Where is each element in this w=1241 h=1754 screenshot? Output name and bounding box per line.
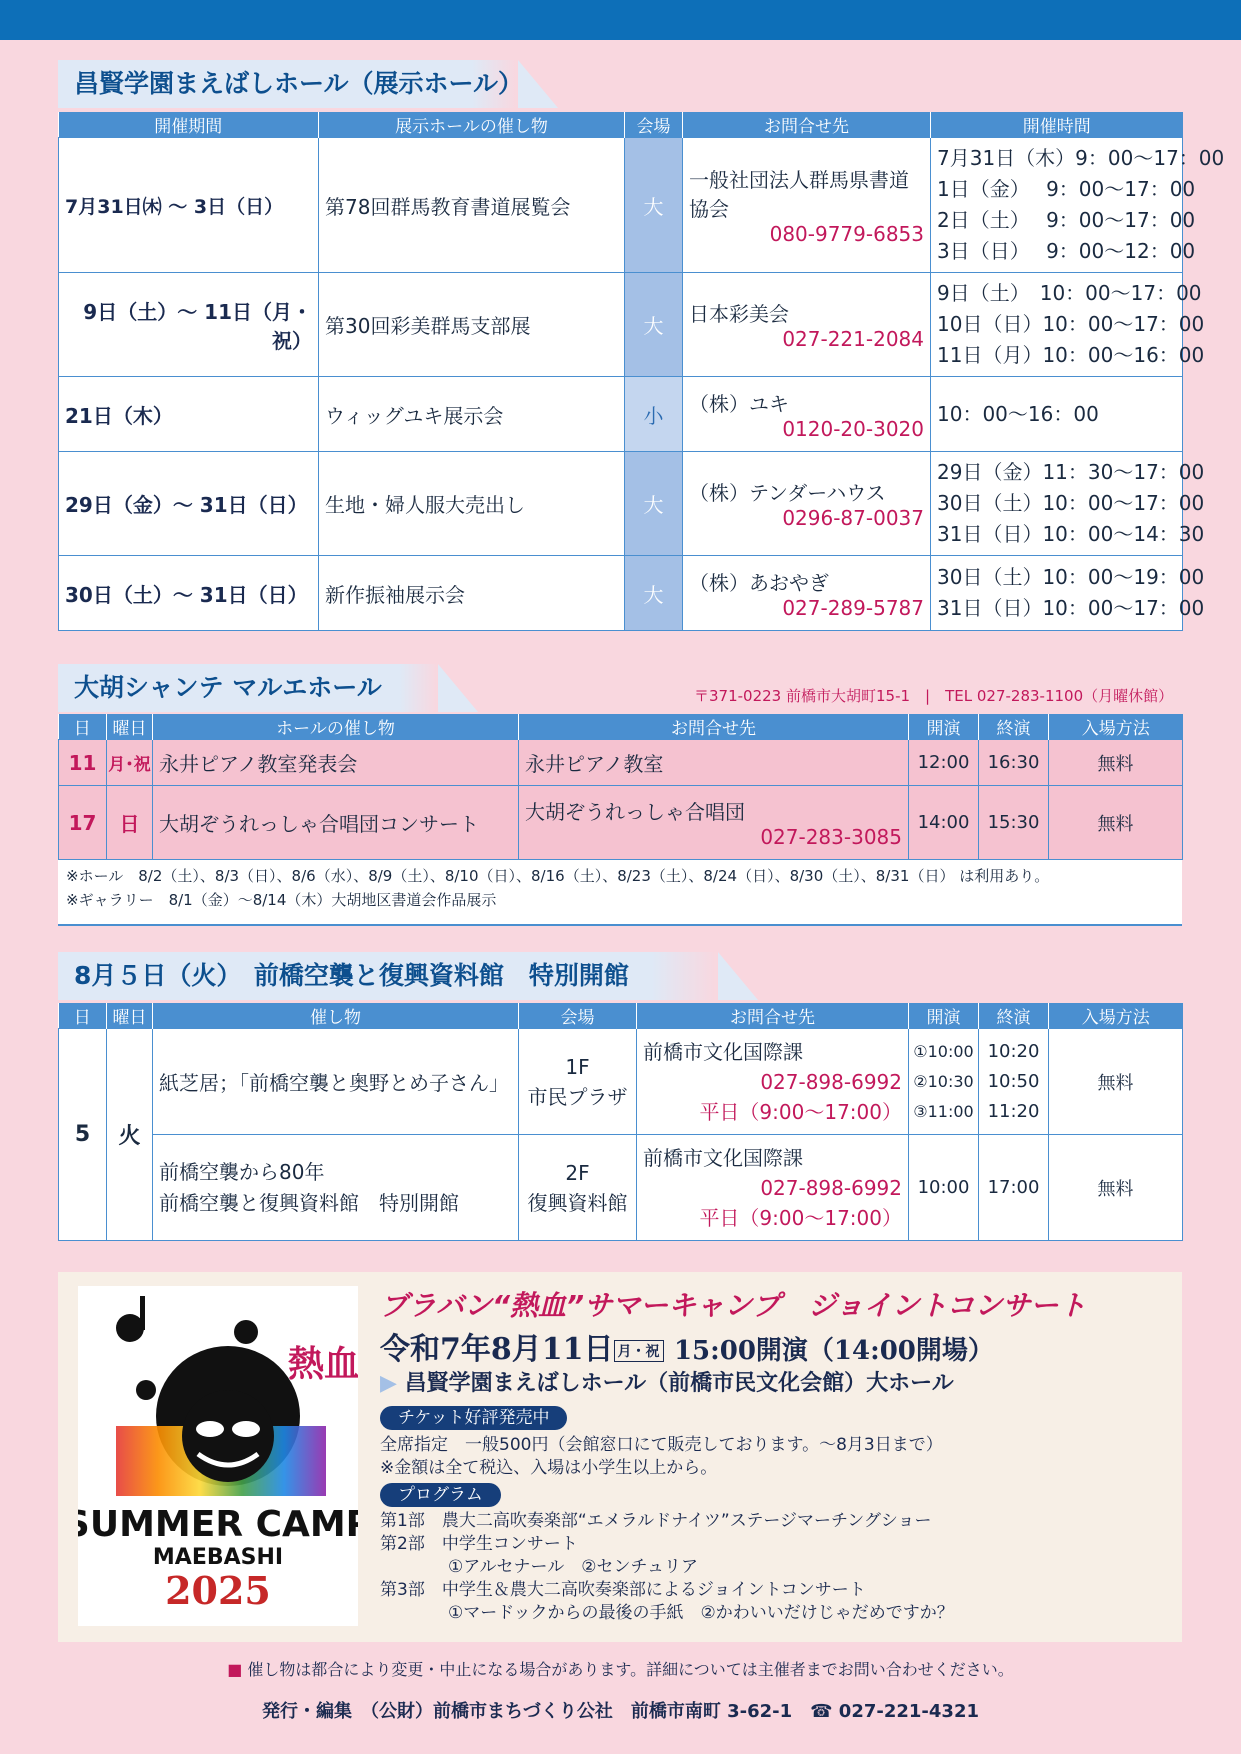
event-name: 生地・婦人服大売出し	[319, 452, 625, 556]
times: 29日（金）11：30〜17：00 30日（土）10：00〜17：00 31日（日）10：00〜14：30	[931, 452, 1183, 556]
address: 〒371-0223 前橋市大胡町15-1 | TEL 027-283-1100（月曜休館）	[694, 687, 1174, 705]
section3-title: 8月５日（火） 前橋空襲と復興資料館 特別開館	[58, 952, 718, 1000]
col-header: 終演	[979, 1003, 1049, 1029]
col-header: 曜日	[107, 714, 153, 740]
exhibition-table	[58, 112, 1225, 631]
footer-notice: ■ 催し物は都合により変更・中止になる場合があります。詳細については主催者までお問い合わせください。	[227, 1660, 1014, 1679]
event-name: 大胡ぞうれっしゃ合唱団コンサート	[153, 786, 519, 860]
col-header: 会場	[625, 112, 683, 138]
col-header: 曜日	[107, 1003, 153, 1029]
concert-title: ブラバン“熱血”サマーキャンプ ジョイントコンサート	[380, 1289, 1087, 1322]
period: 21日（木）	[59, 377, 319, 452]
col-header: 入場方法	[1049, 714, 1183, 740]
col-header: 開演	[909, 714, 979, 740]
venue: 1F 市民プラザ	[519, 1029, 637, 1135]
col-header: 日	[59, 1003, 107, 1029]
col-header: お問合せ先	[637, 1003, 909, 1029]
concert-date: 令和7年8月11日 月・祝 15:00開演（14:00開場）	[380, 1332, 994, 1367]
table-row	[59, 452, 1183, 556]
top-banner	[0, 0, 1241, 40]
venue: 大	[625, 452, 683, 556]
table-row	[59, 138, 1183, 273]
hall-notes	[58, 860, 1182, 926]
table-row	[59, 377, 1183, 452]
note-line: ※ホール 8/2（土）、8/3（日）、8/6（水）、8/9（土）、8/10（日）、8/16（土）、8/23（土）、8/24（日）、8/30（土）、8/31（日） は利用あり。	[66, 867, 1050, 885]
ticket-info: 全席指定 一般500円（会館窓口にて販売しております。〜8月3日まで）	[380, 1435, 943, 1455]
times: 9日（土） 10：00〜17：00 10日（日）10：00〜17：00 11日（月）10：00〜16：00	[931, 273, 1183, 377]
contact: 日本彩美会 027-221-2084	[683, 273, 931, 377]
triangle-icon: ▶	[380, 1371, 397, 1396]
table-row	[59, 556, 1183, 631]
event-name: 第30回彩美群馬支部展	[319, 273, 625, 377]
phone: 0120-20-3020	[782, 416, 924, 441]
ticket-note: ※金額は全て税込、入場は小学生以上から。	[380, 1458, 718, 1478]
col-header: ホールの催し物	[153, 714, 519, 740]
col-header: 終演	[979, 714, 1049, 740]
phone: 080-9779-6853	[769, 222, 924, 246]
start-times: ①10:00 ②10:30 ③11:00	[909, 1029, 979, 1135]
col-header: 会場	[519, 1003, 637, 1029]
summer-camp-ad	[58, 1272, 1182, 1642]
event-name: ウィッグユキ展示会	[319, 377, 625, 452]
phone: 0296-87-0037	[782, 506, 924, 530]
contact: 一般社団法人群馬県書道協会 080-9779-6853	[683, 138, 931, 273]
venue: 大	[625, 273, 683, 377]
venue: 小	[625, 377, 683, 452]
square-icon: ■	[227, 1660, 243, 1679]
table-row	[59, 273, 1183, 377]
section2-title: 大胡シャンテ マルエホール	[58, 664, 438, 712]
svg-text:2025: 2025	[165, 1568, 271, 1613]
col-header: お問合せ先	[519, 714, 909, 740]
event-name: 紙芝居；「前橋空襲と奥野とめ子さん」	[153, 1029, 519, 1135]
marue-hall-table	[58, 714, 1183, 860]
table-row	[59, 740, 1183, 786]
svg-text:熱血: 熱血	[288, 1343, 358, 1385]
times: 10：00〜16：00	[931, 377, 1183, 452]
col-header: お問合せ先	[683, 112, 931, 138]
entry: 無料	[1049, 1135, 1183, 1241]
times: 30日（土）10：00〜19：00 31日（日）10：00〜17：00	[931, 556, 1183, 631]
contact: 永井ピアノ教室	[519, 740, 909, 786]
phone: 027-283-3085	[760, 825, 902, 849]
contact: （株）ユキ 0120-20-3020	[683, 377, 931, 452]
phone: 027-221-2084	[782, 327, 924, 351]
contact: （株）テンダーハウス 0296-87-0037	[683, 452, 931, 556]
period: 30日（土）〜 31日（日）	[59, 556, 319, 631]
day: 11	[59, 740, 107, 786]
day: 17	[59, 786, 107, 860]
event-name: 永井ピアノ教室発表会	[153, 740, 519, 786]
col-header: 展示ホールの催し物	[319, 112, 625, 138]
weekday: 日	[107, 786, 153, 860]
phone: 027-289-5787	[782, 595, 924, 620]
museum-table	[58, 1003, 1183, 1241]
entry: 無料	[1049, 1029, 1183, 1135]
period: 9日（土）〜 11日（月・祝）	[59, 273, 319, 377]
ticket-label: チケット好評発売中	[380, 1406, 567, 1430]
footer-publisher: 発行・編集 （公財）前橋市まちづくり公社 前橋市南町 3-62-1 ☎ 027-221-4321	[262, 1701, 979, 1722]
summer-camp-logo	[78, 1286, 358, 1626]
venue: 大	[625, 138, 683, 273]
brass-band-logo-icon	[78, 1286, 358, 1626]
table-row	[59, 1029, 1183, 1135]
start-time: 10:00	[909, 1135, 979, 1241]
date-tag: 月・祝	[614, 1340, 664, 1362]
weekday: 月･祝	[107, 740, 153, 786]
col-header: 開催期間	[59, 112, 319, 138]
start-time: 12:00	[909, 740, 979, 786]
col-header: 催し物	[153, 1003, 519, 1029]
period: 7月31日㈭ 〜 3日（日）	[59, 138, 319, 273]
col-header: 開催時間	[931, 112, 1183, 138]
contact: 前橋市文化国際課 027-898-6992 平日（9:00〜17:00）	[637, 1135, 909, 1241]
weekday: 火	[107, 1029, 153, 1241]
svg-text:SUMMER CAMP: SUMMER CAMP	[78, 1504, 358, 1545]
event-name: 前橋空襲から80年 前橋空襲と復興資料館 特別開館	[153, 1135, 519, 1241]
col-header: 日	[59, 714, 107, 740]
contact: （株）あおやぎ 027-289-5787	[683, 556, 931, 631]
end-time: 15:30	[979, 786, 1049, 860]
end-time: 17:00	[979, 1135, 1049, 1241]
section1-title: 昌賢学園まえばしホール（展示ホール）	[58, 60, 518, 108]
entry: 無料	[1049, 786, 1183, 860]
col-header: 開演	[909, 1003, 979, 1029]
contact: 前橋市文化国際課 027-898-6992 平日（9:00〜17:00）	[637, 1029, 909, 1135]
times: 7月31日（木）9：00〜17：00 1日（金） 9：00〜17：00 2日（土） 9：00〜17：00 3日（日） 9：00〜12：00	[931, 138, 1183, 273]
venue: 2F 復興資料館	[519, 1135, 637, 1241]
venue: 大	[625, 556, 683, 631]
concert-hall: ▶ 昌賢学園まえばしホール（前橋市民文化会館）大ホール	[380, 1371, 954, 1396]
svg-text:MAEBASHI: MAEBASHI	[152, 1545, 284, 1570]
event-name: 第78回群馬教育書道展覧会	[319, 138, 625, 273]
start-time: 14:00	[909, 786, 979, 860]
table-row	[59, 1135, 1183, 1241]
entry: 無料	[1049, 740, 1183, 786]
day: 5	[59, 1029, 107, 1241]
event-name: 新作振袖展示会	[319, 556, 625, 631]
contact: 大胡ぞうれっしゃ合唱団 027-283-3085	[519, 786, 909, 860]
end-time: 16:30	[979, 740, 1049, 786]
program-list: 第1部 農大二高吹奏楽部“エメラルドナイツ”ステージマーチングショー 第2部 中学生コンサート ①アルセナール ②センチュリア 第3部 中学生＆農大二高吹奏楽部によるジョイントコンサート ①マードックからの最後の手紙 ②かわいいだけじゃだめですか？	[380, 1511, 954, 1623]
table-row	[59, 786, 1183, 860]
program-label: プログラム	[380, 1483, 501, 1507]
end-times: 10:20 10:50 11:20	[979, 1029, 1049, 1135]
period: 29日（金）〜 31日（日）	[59, 452, 319, 556]
note-line: ※ギャラリー 8/1（金）〜8/14（木）大胡地区書道会作品展示	[66, 891, 497, 909]
col-header: 入場方法	[1049, 1003, 1183, 1029]
